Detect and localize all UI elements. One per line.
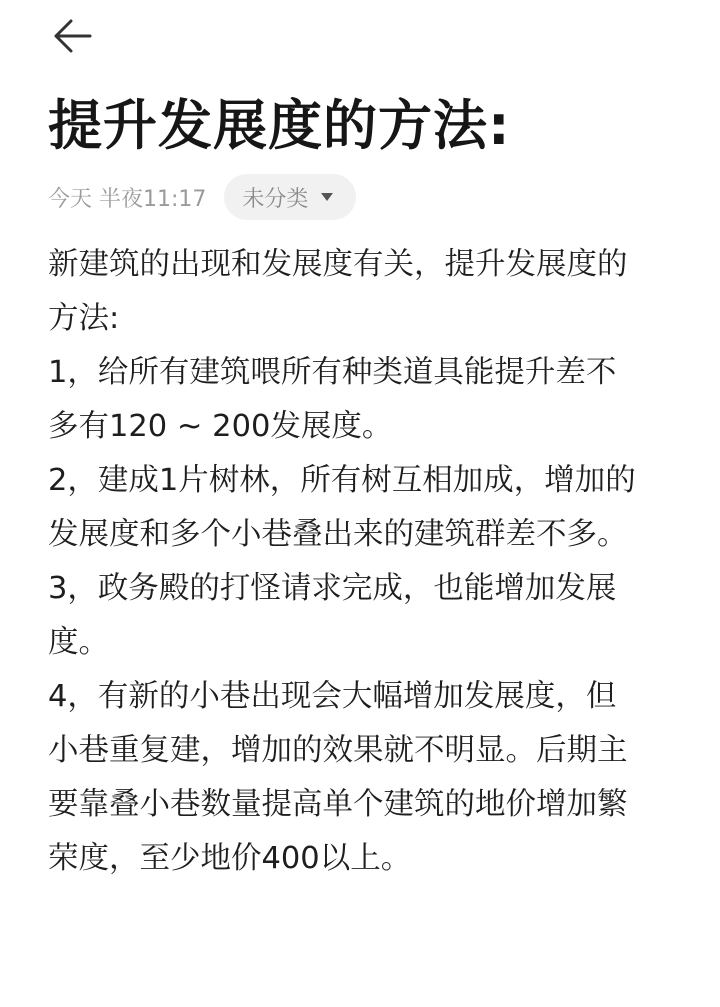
note-body-line: 度。: [48, 625, 109, 660]
note-meta: [48, 174, 356, 220]
note-body-line: 发展度和多个小巷叠出来的建筑群差不多。: [48, 517, 628, 552]
arrow-left-icon: [50, 16, 94, 56]
category-dropdown[interactable]: [224, 174, 356, 220]
note-body-line: 多有120 ~ 200发展度。: [48, 409, 393, 444]
triangle-down-icon: [320, 192, 334, 202]
note-body-line: 荣度，至少地价400以上。: [48, 841, 412, 876]
category-label: 未分类: [242, 186, 309, 212]
note-body-line: 1，给所有建筑喂所有种类道具能提升差不: [48, 355, 617, 390]
note-body-line: 新建筑的出现和发展度有关，提升发展度的: [48, 247, 628, 282]
note-title: 提升发展度的方法:: [48, 94, 511, 157]
note-timestamp: 今天 半夜11:17: [48, 186, 207, 212]
note-body-line: 方法:: [48, 301, 120, 336]
note-body-line: 小巷重复建，增加的效果就不明显。后期主: [48, 733, 628, 768]
note-body-line: 3，政务殿的打怪请求完成，也能增加发展: [48, 571, 617, 606]
back-button[interactable]: [44, 12, 100, 60]
note-body-line: 4，有新的小巷出现会大幅增加发展度，但: [48, 679, 617, 714]
note-body[interactable]: [48, 238, 676, 886]
note-body-line: 2，建成1片树林，所有树互相加成，增加的: [48, 463, 636, 498]
note-body-line: 要靠叠小巷数量提高单个建筑的地价增加繁: [48, 787, 628, 822]
